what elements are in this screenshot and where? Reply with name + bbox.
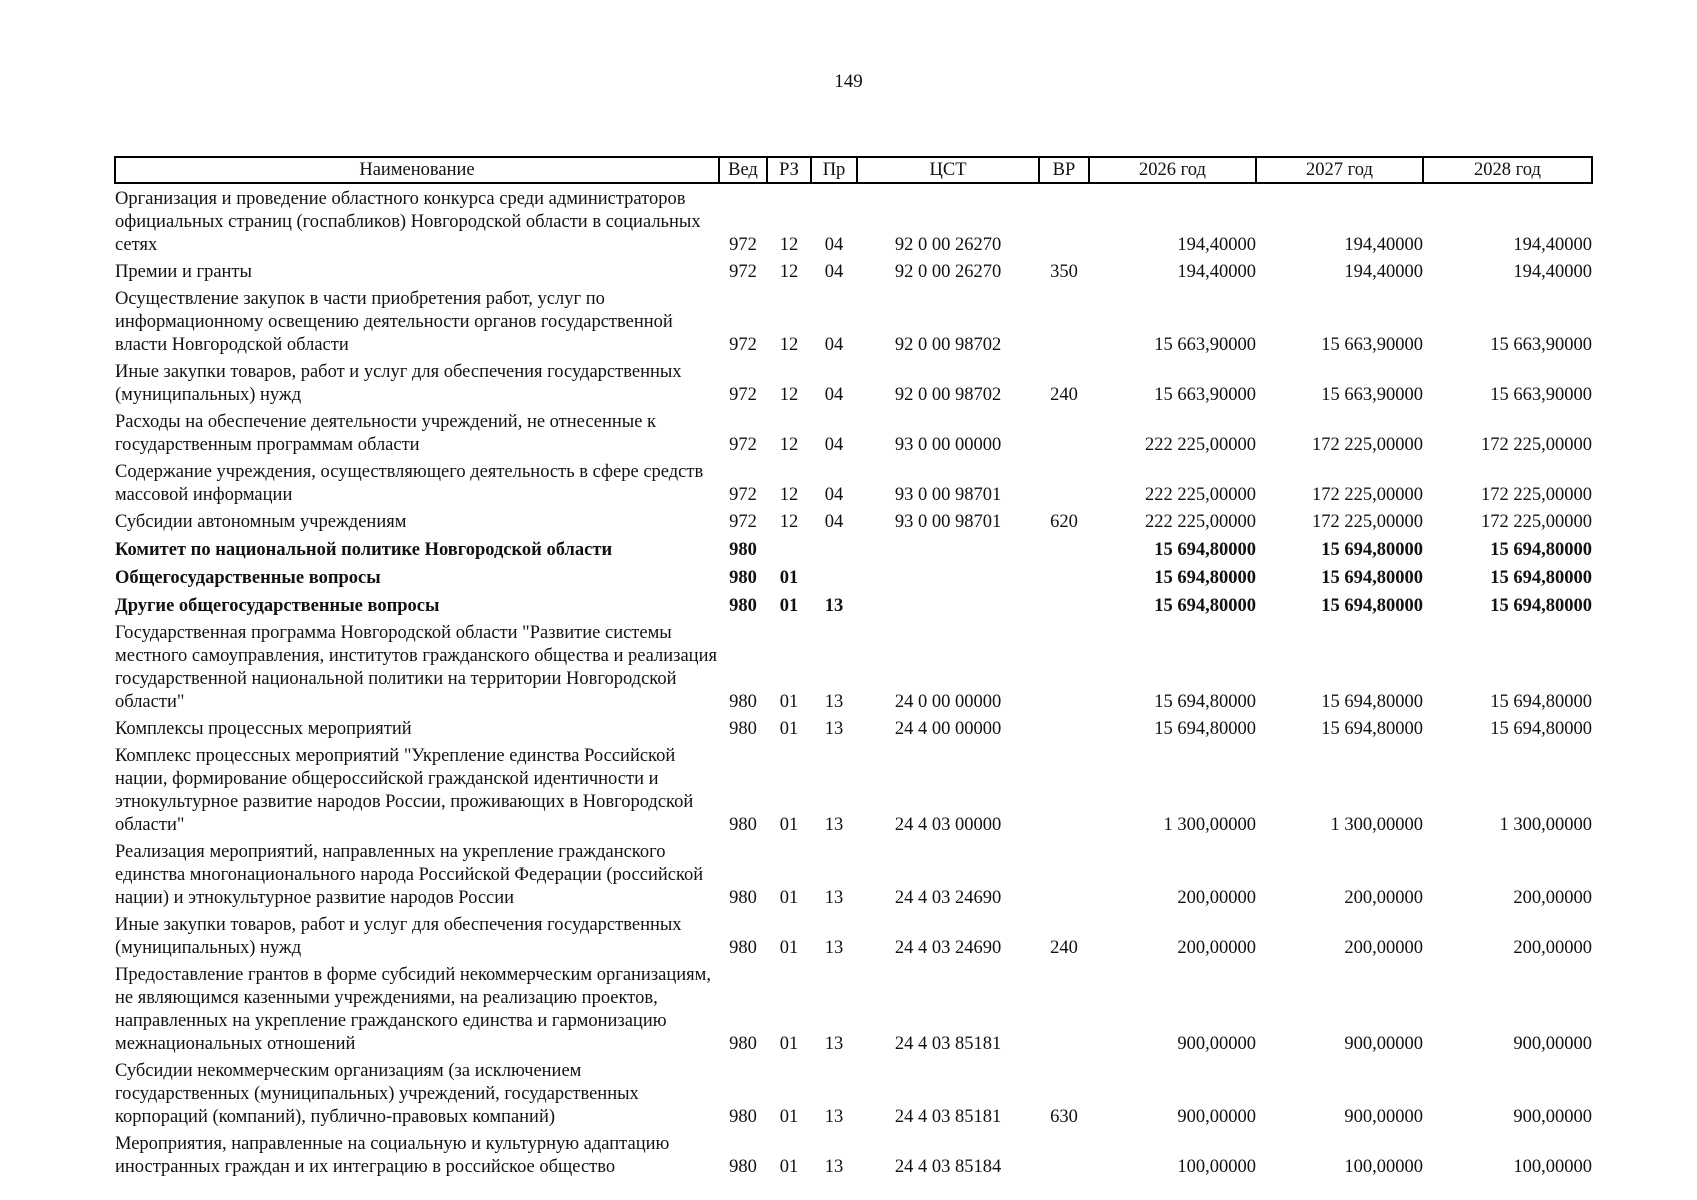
cell-y2026: 222 225,00000 xyxy=(1145,435,1256,455)
cell-y2026: 1 300,00000 xyxy=(1163,815,1256,835)
table-row xyxy=(115,457,1592,507)
cell-y2026: 15 694,80000 xyxy=(1154,540,1256,560)
cell-cst: 24 4 03 85184 xyxy=(894,1157,1002,1177)
table-row xyxy=(115,507,1592,534)
cell-y2027: 1 300,00000 xyxy=(1330,815,1423,835)
cell-pr: 13 xyxy=(824,815,844,835)
cell-ved: 972 xyxy=(729,235,757,255)
header-cst: ЦСТ xyxy=(857,157,1039,183)
header-rz: РЗ xyxy=(767,157,811,183)
cell-ved: 980 xyxy=(729,596,757,616)
cell-pr: 13 xyxy=(824,1034,844,1054)
cell-pr: 04 xyxy=(824,385,844,405)
cell-rz: 12 xyxy=(779,335,799,355)
table-row xyxy=(115,837,1592,910)
cell-y2028: 172 225,00000 xyxy=(1481,485,1592,505)
cell-name: Субсидии некоммерческим организациям (за исключением государственных (муниципальных) учреждений, государственных корпораций (компаний), публично-правовых компаний) xyxy=(115,1061,639,1127)
cell-y2028: 172 225,00000 xyxy=(1481,512,1592,532)
cell-vr xyxy=(1039,457,1089,507)
cell-cst: 24 0 00 00000 xyxy=(894,692,1002,712)
cell-name: Иные закупки товаров, работ и услуг для обеспечения государственных (муниципальных) нужд xyxy=(115,915,682,958)
cell-vr xyxy=(1039,534,1089,562)
cell-cst: 92 0 00 26270 xyxy=(894,235,1002,255)
cell-rz: 01 xyxy=(779,692,799,712)
cell-y2028: 15 694,80000 xyxy=(1490,719,1592,739)
cell-y2028: 15 663,90000 xyxy=(1490,385,1592,405)
cell-rz: 01 xyxy=(779,888,799,908)
cell-rz: 12 xyxy=(779,385,799,405)
cell-pr xyxy=(811,534,857,562)
cell-rz: 12 xyxy=(779,235,799,255)
header-2026: 2026 год xyxy=(1089,157,1256,183)
cell-y2026: 15 694,80000 xyxy=(1154,692,1256,712)
cell-name: Осуществление закупок в части приобретения работ, услуг по информационному освещению деятельности органов государственной власти Новгородской области xyxy=(115,289,673,355)
cell-y2026: 222 225,00000 xyxy=(1145,485,1256,505)
cell-y2026: 200,00000 xyxy=(1177,938,1256,958)
table-row xyxy=(115,183,1592,257)
cell-y2026: 15 694,80000 xyxy=(1154,719,1256,739)
table-row xyxy=(115,1056,1592,1129)
cell-rz: 12 xyxy=(779,262,799,282)
cell-name: Комплексы процессных мероприятий xyxy=(115,719,412,739)
cell-pr: 13 xyxy=(824,938,844,958)
cell-y2026: 15 663,90000 xyxy=(1154,335,1256,355)
cell-vr xyxy=(1039,837,1089,910)
cell-name: Субсидии автономным учреждениям xyxy=(115,512,407,532)
cell-y2028: 15 694,80000 xyxy=(1490,596,1592,616)
cell-vr xyxy=(1039,1129,1089,1179)
cell-rz: 12 xyxy=(779,435,799,455)
cell-y2026: 100,00000 xyxy=(1177,1157,1256,1177)
cell-pr: 13 xyxy=(824,596,844,616)
cell-name: Общегосударственные вопросы xyxy=(115,568,381,588)
header-2028: 2028 год xyxy=(1423,157,1592,183)
cell-cst xyxy=(857,590,1039,618)
cell-rz: 12 xyxy=(779,512,799,532)
cell-pr: 04 xyxy=(824,235,844,255)
table-row xyxy=(115,534,1592,562)
cell-pr: 04 xyxy=(824,435,844,455)
cell-y2026: 194,40000 xyxy=(1177,262,1256,282)
header-vr: ВР xyxy=(1039,157,1089,183)
cell-y2027: 900,00000 xyxy=(1344,1034,1423,1054)
cell-cst: 92 0 00 98702 xyxy=(894,335,1002,355)
cell-y2028: 900,00000 xyxy=(1513,1034,1592,1054)
cell-vr xyxy=(1039,618,1089,714)
page-number: 149 xyxy=(834,71,863,92)
cell-y2026: 15 694,80000 xyxy=(1154,596,1256,616)
cell-cst: 93 0 00 98701 xyxy=(894,512,1002,532)
cell-rz: 01 xyxy=(779,568,799,588)
table-row xyxy=(115,714,1592,741)
cell-rz: 01 xyxy=(779,1157,799,1177)
table-row xyxy=(115,1129,1592,1179)
cell-y2027: 194,40000 xyxy=(1344,262,1423,282)
cell-ved: 972 xyxy=(729,435,757,455)
header-2027: 2027 год xyxy=(1256,157,1423,183)
cell-rz: 01 xyxy=(779,719,799,739)
cell-vr: 240 xyxy=(1050,385,1078,405)
cell-cst: 93 0 00 98701 xyxy=(894,485,1002,505)
cell-vr xyxy=(1039,714,1089,741)
cell-y2026: 15 694,80000 xyxy=(1154,568,1256,588)
cell-pr: 04 xyxy=(824,262,844,282)
table-row xyxy=(115,590,1592,618)
cell-pr: 04 xyxy=(824,485,844,505)
cell-vr xyxy=(1039,960,1089,1056)
cell-y2027: 100,00000 xyxy=(1344,1157,1423,1177)
cell-vr xyxy=(1039,284,1089,357)
cell-cst: 92 0 00 26270 xyxy=(894,262,1002,282)
header-name: Наименование xyxy=(115,157,719,183)
table-row xyxy=(115,960,1592,1056)
cell-ved: 980 xyxy=(729,815,757,835)
cell-pr: 04 xyxy=(824,512,844,532)
cell-name: Расходы на обеспечение деятельности учреждений, не отнесенные к государственным программам области xyxy=(115,412,657,455)
cell-rz: 01 xyxy=(779,938,799,958)
cell-pr xyxy=(811,562,857,590)
cell-y2026: 222 225,00000 xyxy=(1145,512,1256,532)
cell-y2028: 194,40000 xyxy=(1513,262,1592,282)
cell-y2027: 900,00000 xyxy=(1344,1107,1423,1127)
cell-y2027: 172 225,00000 xyxy=(1312,435,1423,455)
cell-cst: 24 4 03 85181 xyxy=(894,1034,1002,1054)
cell-y2028: 15 694,80000 xyxy=(1490,692,1592,712)
table-row xyxy=(115,407,1592,457)
cell-cst: 92 0 00 98702 xyxy=(894,385,1002,405)
cell-ved: 972 xyxy=(729,485,757,505)
cell-y2027: 172 225,00000 xyxy=(1312,512,1423,532)
cell-pr: 13 xyxy=(824,719,844,739)
cell-y2026: 194,40000 xyxy=(1177,235,1256,255)
table-header-row xyxy=(115,157,1592,183)
cell-y2027: 15 694,80000 xyxy=(1321,719,1423,739)
cell-name: Государственная программа Новгородской области "Развитие системы местного самоуправления, институтов гражданского общества и реализация государственной национальной политики на территории Новгородской области" xyxy=(115,623,717,712)
cell-cst: 93 0 00 00000 xyxy=(894,435,1002,455)
cell-y2027: 15 694,80000 xyxy=(1321,568,1423,588)
table-body xyxy=(115,183,1592,1179)
cell-y2026: 200,00000 xyxy=(1177,888,1256,908)
cell-name: Мероприятия, направленные на социальную и культурную адаптацию иностранных граждан и их интеграцию в российское общество xyxy=(115,1134,670,1177)
header-ved: Вед xyxy=(719,157,767,183)
cell-vr xyxy=(1039,407,1089,457)
cell-name: Другие общегосударственные вопросы xyxy=(115,596,440,616)
cell-y2027: 200,00000 xyxy=(1344,888,1423,908)
cell-name: Реализация мероприятий, направленных на укрепление гражданского единства многонационального народа Российской Федерации (российской нации) и этнокультурное развитие народов России xyxy=(115,842,704,908)
table-row xyxy=(115,741,1592,837)
cell-vr: 240 xyxy=(1050,938,1078,958)
table-row xyxy=(115,357,1592,407)
cell-y2027: 194,40000 xyxy=(1344,235,1423,255)
cell-y2028: 1 300,00000 xyxy=(1499,815,1592,835)
table-row xyxy=(115,910,1592,960)
cell-ved: 980 xyxy=(729,692,757,712)
cell-rz: 12 xyxy=(779,485,799,505)
cell-rz: 01 xyxy=(779,1107,799,1127)
cell-y2028: 15 663,90000 xyxy=(1490,335,1592,355)
cell-cst xyxy=(857,562,1039,590)
cell-y2028: 172 225,00000 xyxy=(1481,435,1592,455)
cell-name: Предоставление грантов в форме субсидий некоммерческим организациям, не являющимся казенными учреждениями, на реализацию проектов, направленных на укрепление гражданского единства и гармонизацию межнациональных отношений xyxy=(115,965,711,1054)
cell-name: Содержание учреждения, осуществляющего деятельность в сфере средств массовой информации xyxy=(115,462,704,505)
cell-y2028: 194,40000 xyxy=(1513,235,1592,255)
cell-vr xyxy=(1039,741,1089,837)
cell-ved: 980 xyxy=(729,888,757,908)
cell-y2028: 15 694,80000 xyxy=(1490,540,1592,560)
cell-name: Комитет по национальной политике Новгородской области xyxy=(115,540,613,560)
cell-rz: 01 xyxy=(779,815,799,835)
table-row xyxy=(115,284,1592,357)
table-row xyxy=(115,257,1592,284)
cell-y2027: 15 694,80000 xyxy=(1321,692,1423,712)
cell-y2028: 100,00000 xyxy=(1513,1157,1592,1177)
cell-name: Комплекс процессных мероприятий "Укрепление единства Российской нации, формирование общероссийской гражданской идентичности и этнокультурное развитие народов России, проживающих в Новгородской области" xyxy=(115,746,694,835)
cell-y2026: 15 663,90000 xyxy=(1154,385,1256,405)
cell-ved: 980 xyxy=(729,1034,757,1054)
cell-pr: 13 xyxy=(824,888,844,908)
cell-y2028: 200,00000 xyxy=(1513,888,1592,908)
cell-vr: 350 xyxy=(1050,262,1078,282)
cell-ved: 972 xyxy=(729,512,757,532)
cell-name: Премии и гранты xyxy=(115,262,252,282)
cell-pr: 04 xyxy=(824,335,844,355)
budget-table xyxy=(114,156,1593,1179)
cell-y2027: 15 663,90000 xyxy=(1321,335,1423,355)
cell-rz: 01 xyxy=(779,596,799,616)
cell-pr: 13 xyxy=(824,692,844,712)
cell-ved: 980 xyxy=(729,568,757,588)
cell-y2028: 200,00000 xyxy=(1513,938,1592,958)
cell-y2026: 900,00000 xyxy=(1177,1034,1256,1054)
cell-ved: 972 xyxy=(729,385,757,405)
table-row xyxy=(115,618,1592,714)
cell-y2027: 172 225,00000 xyxy=(1312,485,1423,505)
cell-y2026: 900,00000 xyxy=(1177,1107,1256,1127)
cell-y2027: 15 694,80000 xyxy=(1321,540,1423,560)
cell-y2028: 900,00000 xyxy=(1513,1107,1592,1127)
cell-vr xyxy=(1039,590,1089,618)
cell-vr xyxy=(1039,562,1089,590)
cell-y2027: 15 694,80000 xyxy=(1321,596,1423,616)
table-row xyxy=(115,562,1592,590)
cell-y2027: 15 663,90000 xyxy=(1321,385,1423,405)
cell-y2028: 15 694,80000 xyxy=(1490,568,1592,588)
cell-cst: 24 4 03 85181 xyxy=(894,1107,1002,1127)
cell-name: Иные закупки товаров, работ и услуг для обеспечения государственных (муниципальных) нужд xyxy=(115,362,682,405)
cell-vr: 620 xyxy=(1050,512,1078,532)
cell-ved: 980 xyxy=(729,938,757,958)
cell-ved: 972 xyxy=(729,262,757,282)
cell-rz: 01 xyxy=(779,1034,799,1054)
cell-ved: 980 xyxy=(729,540,757,560)
cell-y2027: 200,00000 xyxy=(1344,938,1423,958)
cell-cst: 24 4 00 00000 xyxy=(894,719,1002,739)
cell-ved: 980 xyxy=(729,719,757,739)
cell-vr xyxy=(1039,183,1089,257)
cell-rz xyxy=(767,534,811,562)
header-pr: Пр xyxy=(811,157,857,183)
cell-ved: 980 xyxy=(729,1157,757,1177)
cell-name: Организация и проведение областного конкурса среди администраторов официальных страниц (госпабликов) Новгородской области в социальных сетях xyxy=(115,189,701,255)
cell-cst: 24 4 03 00000 xyxy=(894,815,1002,835)
cell-cst: 24 4 03 24690 xyxy=(894,938,1002,958)
cell-cst: 24 4 03 24690 xyxy=(894,888,1002,908)
cell-pr: 13 xyxy=(824,1107,844,1127)
cell-ved: 980 xyxy=(729,1107,757,1127)
cell-cst xyxy=(857,534,1039,562)
cell-pr: 13 xyxy=(824,1157,844,1177)
cell-ved: 972 xyxy=(729,335,757,355)
cell-vr: 630 xyxy=(1050,1107,1078,1127)
